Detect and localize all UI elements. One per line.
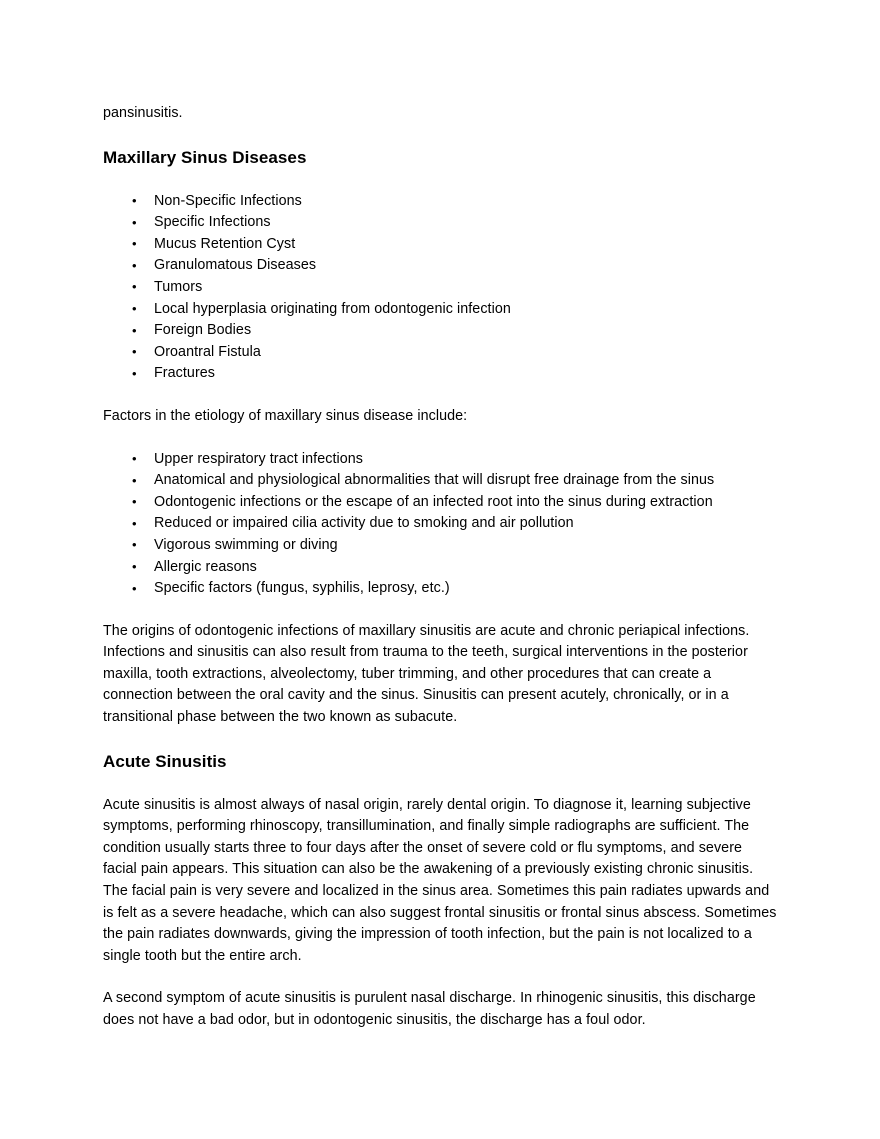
acute-sinusitis-paragraph-2: A second symptom of acute sinusitis is purulent nasal discharge. In rhinogenic sinusitis, this discharge does not have a bad odor, but in odontogenic sinusitis, the discharge has a foul odor. — [103, 990, 756, 1028]
etiology-factors-list — [103, 449, 779, 600]
list-item: • Upper respiratory tract infections — [103, 449, 779, 471]
list-item: • Vigorous swimming or diving — [103, 535, 779, 557]
list-item: • Non-Specific Infections — [103, 191, 779, 213]
list-item: • Local hyperplasia originating from odontogenic infection — [103, 299, 779, 321]
list-item: • Granulomatous Diseases — [103, 255, 779, 277]
list-item: • Reduced or impaired cilia activity due to smoking and air pollution — [103, 513, 779, 535]
spacer — [103, 169, 779, 191]
spacer — [103, 773, 779, 795]
spacer — [103, 729, 779, 751]
spacer — [103, 125, 779, 147]
intro-fragment-paragraph: pansinusitis. — [103, 105, 183, 121]
list-item: • Oroantral Fistula — [103, 342, 779, 364]
spacer — [103, 428, 779, 449]
spacer — [103, 600, 779, 621]
section-heading-maxillary-sinus-diseases: Maxillary Sinus Diseases — [103, 147, 307, 167]
disease-list — [103, 191, 779, 385]
list-item: • Fractures — [103, 363, 779, 385]
spacer — [103, 385, 779, 406]
section-heading-acute-sinusitis: Acute Sinusitis — [103, 751, 227, 771]
list-item: • Odontogenic infections or the escape of an infected root into the sinus during extraction — [103, 492, 779, 514]
document-content — [103, 103, 779, 1032]
list-item: • Tumors — [103, 277, 779, 299]
list-item: • Specific Infections — [103, 212, 779, 234]
factors-lead-in-paragraph: Factors in the etiology of maxillary sinus disease include: — [103, 407, 468, 424]
list-item: • Mucus Retention Cyst — [103, 234, 779, 256]
list-item: • Specific factors (fungus, syphilis, leprosy, etc.) — [103, 578, 779, 600]
list-item: • Foreign Bodies — [103, 320, 779, 342]
acute-sinusitis-paragraph-1: Acute sinusitis is almost always of nasal origin, rarely dental origin. To diagnose it, learning subjective symptoms, performing rhinoscopy, transillumination, and finally simple radiographs are sufficient. The condition usually starts three to four days after the onset of severe cold or flu symptoms, and severe facial pain appears. This situation can also be the awakening of a previously existing chronic sinusitis. The facial pain is very severe and localized in the sinus area. Sometimes this pain radiates upwards and is felt as a severe headache, which can also suggest frontal sinusitis or frontal sinus abscess. Sometimes the pain radiates downwards, giving the impression of tooth infection, but the pain is not localized to a single tooth but the entire arch. — [103, 796, 777, 964]
odontogenic-origins-paragraph: The origins of odontogenic infections of maxillary sinusitis are acute and chronic periapical infections. Infections and sinusitis can also result from trauma to the teeth, surgical interventions in the posterior maxilla, tooth extractions, alveolectomy, tuber trimming, and other procedures that can create a connection between the oral cavity and the sinus. Sinusitis can present acutely, chronically, or in a transitional phase between the two known as subacute. — [103, 622, 750, 726]
list-item: • Allergic reasons — [103, 557, 779, 579]
spacer — [103, 967, 779, 988]
list-item: • Anatomical and physiological abnormalities that will disrupt free drainage from the sinus — [103, 470, 779, 492]
